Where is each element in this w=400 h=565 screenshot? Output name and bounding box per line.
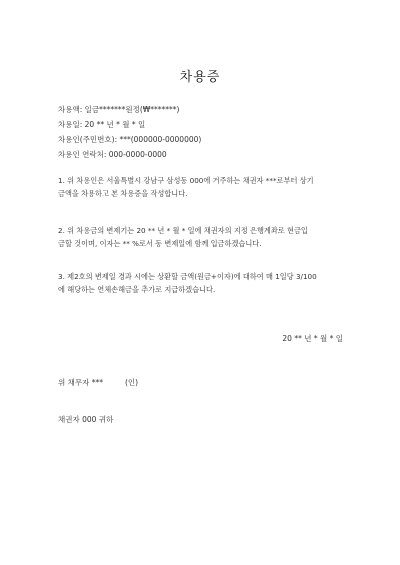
loan-amount-line: 차용액: 일금*******원정(₩*******) [58,105,180,114]
clause-3: 3. 제2호의 변제일 경과 시에는 상환할 금액(원금+이자)에 대하여 매 1일당 3/100 에 해당하는 연체손해금을 추가로 지급하겠습니다. [58,272,317,294]
debtor-label: 위 채무자 *** [58,378,103,387]
borrower-id-line: 차용인(주민번호): ***(000000-0000000) [58,135,202,144]
clause-2: 2. 위 차용금의 변제기는 20 ** 년 * 월 * 일에 채권자의 지정 은행계좌로 현금입 금할 것이며, 이자는 ** %로서 동 변제일에 함께 입금하겠습니다. [58,226,308,248]
creditor-addressee: 채권자 000 귀하 [58,415,114,424]
debtor-seal: (인) [125,378,139,387]
clause-1: 1. 위 차용인은 서울특별시 강남구 삼성동 000에 거주하는 채권자 ***로부터 상기 금액을 차용하고 본 차용증을 작성합니다. [58,176,314,198]
signing-date: 20 ** 년 * 월 * 일 [282,334,343,343]
debtor-signature-line [58,377,138,388]
borrower-contact-line: 차용인 연락처: 000-0000-0000 [58,150,167,159]
document-title: 차용증 [179,70,221,85]
loan-info-block [58,102,201,162]
loan-date-line: 차용일: 20 ** 년 * 월 * 일 [58,120,146,129]
